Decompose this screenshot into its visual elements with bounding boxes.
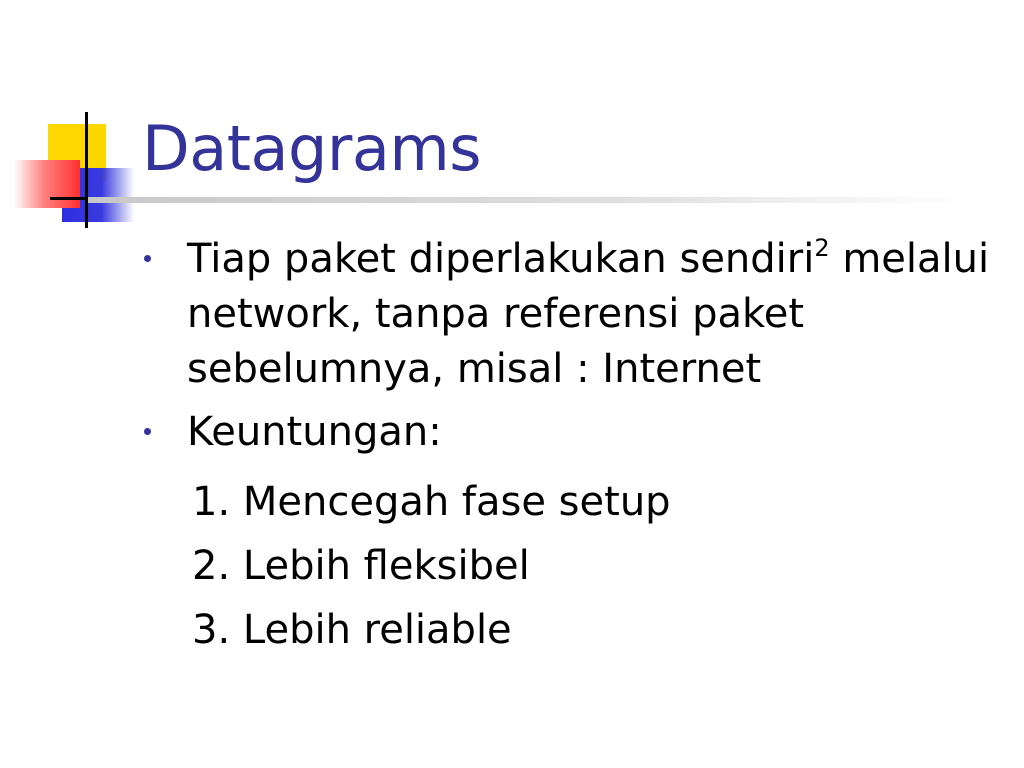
deco-red-square bbox=[14, 160, 80, 208]
numbered-item: 1. Mencegah fase setup bbox=[192, 479, 671, 525]
bullet-text: Tiap paket diperlakukan sendiri bbox=[187, 236, 815, 282]
numbered-item: 3. Lebih reliable bbox=[192, 607, 512, 653]
bullet-list bbox=[140, 232, 1000, 460]
bullet-text-continued: melalui network, tanpa referensi paket sebelumnya, misal : Internet bbox=[187, 236, 990, 392]
slide-title: Datagrams bbox=[142, 112, 482, 185]
superscript: 2 bbox=[814, 234, 830, 262]
bullet-dot-icon bbox=[144, 255, 151, 262]
numbered-item: 2. Lebih fleksibel bbox=[192, 543, 530, 589]
numbered-list bbox=[192, 470, 671, 662]
title-underline bbox=[88, 197, 968, 203]
bullet-dot-icon bbox=[144, 428, 151, 435]
bullet-item bbox=[140, 232, 1000, 397]
deco-vertical-line bbox=[85, 112, 88, 228]
bullet-item bbox=[140, 405, 1000, 460]
bullet-text: Keuntungan: bbox=[187, 409, 442, 455]
title-decoration bbox=[0, 0, 160, 240]
